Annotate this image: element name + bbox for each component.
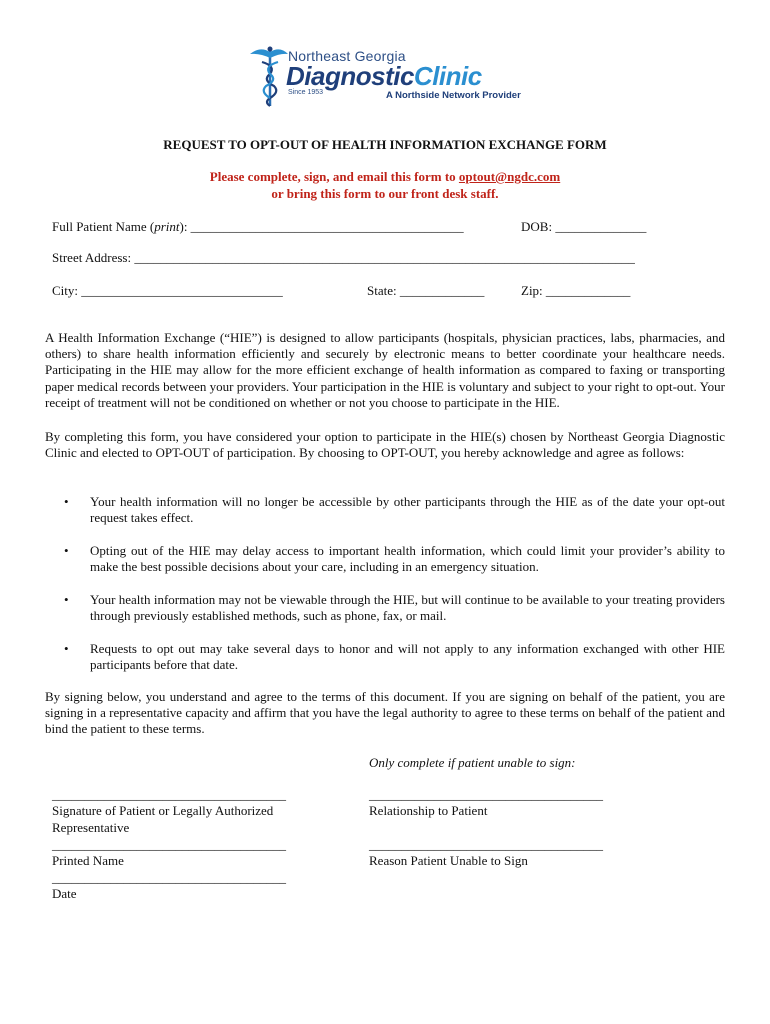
- caduceus-icon: [248, 44, 288, 108]
- instruction-line-1: [0, 169, 770, 185]
- printed-name-line[interactable]: ____________________________________: [52, 837, 286, 852]
- state-field[interactable]: State: _____________: [367, 283, 485, 298]
- dob-field[interactable]: [521, 219, 646, 236]
- form-title: REQUEST TO OPT-OUT OF HEALTH INFORMATION EXCHANGE FORM: [163, 137, 607, 152]
- signature-line[interactable]: ____________________________________: [52, 787, 286, 802]
- only-complete-note: Only complete if patient unable to sign:: [369, 755, 576, 770]
- date-label: Date: [52, 886, 77, 901]
- full-name-label: Full Patient Name (: [52, 219, 155, 234]
- clinic-logo: [248, 44, 538, 108]
- signature-label-2: Representative: [52, 820, 130, 835]
- full-name-print-hint: print: [154, 219, 180, 234]
- logo-name-part1: Diagnostic: [286, 61, 414, 91]
- optout-email-link[interactable]: optout@ngdc.com: [458, 169, 561, 184]
- full-name-field[interactable]: [52, 219, 464, 236]
- full-name-blank: ): __________________________________________: [179, 219, 464, 234]
- zip-field[interactable]: Zip: _____________: [521, 283, 631, 298]
- dob-blank: ______________: [555, 219, 647, 234]
- printed-name-label: Printed Name: [52, 853, 124, 868]
- logo-name-part2: Clinic: [413, 61, 482, 91]
- bullet-item: Your health information may not be viewable through the HIE, but will continue to be available to your treating providers through previously established methods, such as phone, fax, or mail.: [90, 592, 725, 624]
- relationship-line[interactable]: ____________________________________: [369, 787, 603, 802]
- closing-paragraph: By signing below, you understand and agree to the terms of this document. If you are signing on behalf of the patient, you are signing in a representative capacity and affirm that you have the legal authority to agree to these terms on behalf of the patient and bind the patient to these terms.: [45, 689, 725, 737]
- signature-label-1: Signature of Patient or Legally Authorized: [52, 803, 274, 818]
- bullet-marker: •: [64, 592, 69, 607]
- logo-name: [286, 61, 482, 92]
- bullet-marker: •: [64, 494, 69, 509]
- logo-since: Since 1953: [288, 89, 324, 96]
- instruction-prefix: Please complete, sign, and email this form to: [209, 169, 459, 184]
- hie-description-paragraph: A Health Information Exchange (“HIE”) is designed to allow participants (hospitals, physician practices, labs, pharmacies, and others) to share health information efficiently and securely by electronic means to better coordinate your healthcare needs. Participating in the HIE may allow for the more efficient exchange of health information as compared to faxing or transporting paper medical records between your providers. Your participation in the HIE is voluntary and subject to your right to opt-out. Your receipt of treatment will not be conditioned on whether or not you choose to participate in the HIE.: [45, 330, 725, 410]
- relationship-label: Relationship to Patient: [369, 803, 488, 818]
- bullet-item: Requests to opt out may take several days to honor and will not apply to any information exchanged with other HIE participants before that date.: [90, 641, 725, 673]
- reason-label: Reason Patient Unable to Sign: [369, 853, 528, 868]
- instruction-line-2: or bring this form to our front desk staff.: [271, 186, 499, 201]
- bullet-item: Your health information will no longer be accessible by other participants through the HIE as of the date your opt-out request takes effect.: [90, 494, 725, 526]
- bullet-marker: •: [64, 641, 69, 656]
- city-field[interactable]: City: _______________________________: [52, 283, 283, 298]
- logo-provider: A Northside Network Provider: [386, 90, 521, 101]
- street-address-field[interactable]: Street Address: _____________________________________________________________________________: [52, 250, 635, 265]
- bullet-marker: •: [64, 543, 69, 558]
- date-line[interactable]: ____________________________________: [52, 870, 286, 885]
- reason-line[interactable]: ____________________________________: [369, 837, 603, 852]
- bullet-item: Opting out of the HIE may delay access to important health information, which could limit your provider’s ability to make the best possible decisions about your care, including in an emergency situation.: [90, 543, 725, 575]
- opt-out-paragraph: By completing this form, you have considered your option to participate in the HIE(s) chosen by Northeast Georgia Diagnostic Clinic and elected to OPT-OUT of participation. By choosing to OPT-OUT, you hereby acknowledge and agree as follows:: [45, 429, 725, 461]
- dob-label: DOB:: [521, 219, 556, 234]
- logo-top-text: Northeast Georgia: [288, 48, 406, 64]
